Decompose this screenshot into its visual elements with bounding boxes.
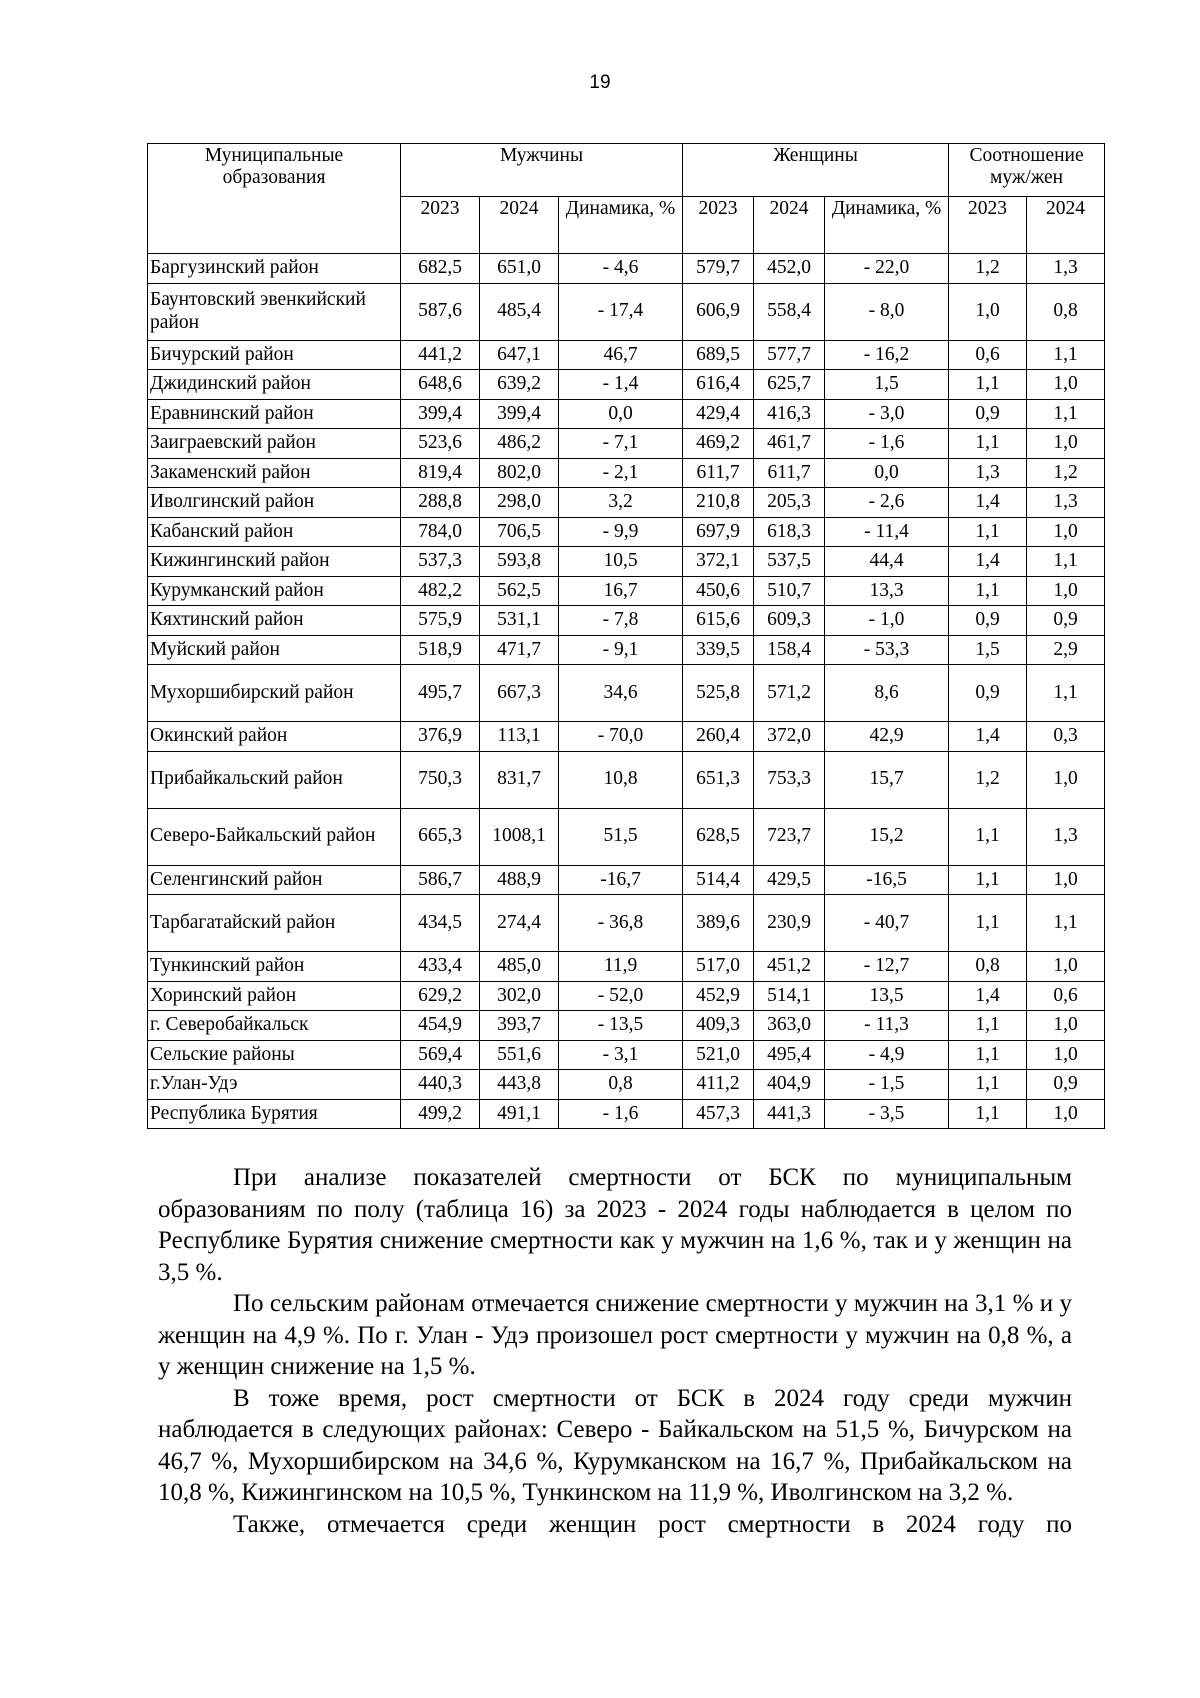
table-cell: 1,1 xyxy=(949,1099,1027,1129)
table-cell: 1,1 xyxy=(949,1011,1027,1041)
table-cell: 440,3 xyxy=(401,1070,480,1100)
table-cell: - 11,3 xyxy=(825,1011,949,1041)
table-cell: 469,2 xyxy=(683,429,754,459)
municipality-name: Республика Бурятия xyxy=(148,1099,401,1129)
table-cell: 441,2 xyxy=(401,340,480,370)
table-cell: 411,2 xyxy=(683,1070,754,1100)
municipality-name: г.Улан-Удэ xyxy=(148,1070,401,1100)
table-cell: 1,1 xyxy=(949,865,1027,895)
table-cell: 1,4 xyxy=(949,981,1027,1011)
table-cell: 434,5 xyxy=(401,895,480,952)
table-cell: 1,0 xyxy=(1027,1099,1105,1129)
header-women-2023: 2023 xyxy=(683,197,754,254)
table-cell: 1,1 xyxy=(949,576,1027,606)
table-cell: 1,1 xyxy=(949,1040,1027,1070)
table-cell: - 4,9 xyxy=(825,1040,949,1070)
table-cell: - 3,0 xyxy=(825,399,949,429)
table-cell: 625,7 xyxy=(754,370,825,400)
table-cell: 562,5 xyxy=(480,576,559,606)
table-cell: 1,2 xyxy=(949,751,1027,808)
table-cell: 13,5 xyxy=(825,981,949,1011)
table-cell: - 53,3 xyxy=(825,635,949,665)
table-cell: 1,0 xyxy=(1027,576,1105,606)
table-cell: 260,4 xyxy=(683,722,754,752)
table-cell: - 2,1 xyxy=(559,458,683,488)
municipality-name: Джидинский район xyxy=(148,370,401,400)
table-cell: 482,2 xyxy=(401,576,480,606)
table-cell: 521,0 xyxy=(683,1040,754,1070)
table-cell: 593,8 xyxy=(480,547,559,577)
table-cell: 1008,1 xyxy=(480,808,559,865)
table-cell: 1,1 xyxy=(1027,547,1105,577)
table-cell: 558,4 xyxy=(754,283,825,340)
table-row xyxy=(148,283,1105,340)
table-cell: 452,0 xyxy=(754,254,825,284)
table-cell: 51,5 xyxy=(559,808,683,865)
table-row xyxy=(148,370,1105,400)
table-cell: 376,9 xyxy=(401,722,480,752)
table-cell: 682,5 xyxy=(401,254,480,284)
table-cell: 399,4 xyxy=(480,399,559,429)
table-cell: 0,8 xyxy=(559,1070,683,1100)
table-cell: 0,9 xyxy=(1027,606,1105,636)
table-cell: 510,7 xyxy=(754,576,825,606)
table-cell: 416,3 xyxy=(754,399,825,429)
table-cell: 648,6 xyxy=(401,370,480,400)
table-cell: 579,7 xyxy=(683,254,754,284)
table-cell: 302,0 xyxy=(480,981,559,1011)
municipality-name: Тункинский район xyxy=(148,952,401,982)
table-cell: 0,9 xyxy=(949,665,1027,722)
table-cell: - 12,7 xyxy=(825,952,949,982)
table-cell: 409,3 xyxy=(683,1011,754,1041)
table-row xyxy=(148,751,1105,808)
table-cell: 429,4 xyxy=(683,399,754,429)
table-cell: 372,0 xyxy=(754,722,825,752)
table-row xyxy=(148,399,1105,429)
table-cell: 784,0 xyxy=(401,517,480,547)
table-cell: 495,7 xyxy=(401,665,480,722)
header-men-dynamics: Динамика, % xyxy=(559,197,683,254)
table-cell: 569,4 xyxy=(401,1040,480,1070)
table-cell: 517,0 xyxy=(683,952,754,982)
table-cell: 1,0 xyxy=(949,283,1027,340)
municipality-name: Бичурский район xyxy=(148,340,401,370)
table-cell: - 70,0 xyxy=(559,722,683,752)
table-cell: 525,8 xyxy=(683,665,754,722)
municipality-name: Окинский район xyxy=(148,722,401,752)
table-cell: 689,5 xyxy=(683,340,754,370)
municipality-name: Хоринский район xyxy=(148,981,401,1011)
table-cell: 0,6 xyxy=(949,340,1027,370)
table-cell: - 1,6 xyxy=(559,1099,683,1129)
table-row xyxy=(148,1040,1105,1070)
table-cell: 537,3 xyxy=(401,547,480,577)
table-cell: - 9,1 xyxy=(559,635,683,665)
table-cell: - 11,4 xyxy=(825,517,949,547)
table-cell: 514,4 xyxy=(683,865,754,895)
municipality-name: Баунтовский эвенкийский район xyxy=(148,283,401,340)
table-cell: 819,4 xyxy=(401,458,480,488)
table-cell: 452,9 xyxy=(683,981,754,1011)
municipality-name: Баргузинский район xyxy=(148,254,401,284)
table-cell: 586,7 xyxy=(401,865,480,895)
municipality-name: Муйский район xyxy=(148,635,401,665)
table-cell: 1,3 xyxy=(1027,488,1105,518)
header-women: Женщины xyxy=(683,144,949,197)
table-row xyxy=(148,981,1105,1011)
table-cell: - 2,6 xyxy=(825,488,949,518)
municipality-name: Тарбагатайский район xyxy=(148,895,401,952)
table-cell: 3,2 xyxy=(559,488,683,518)
table-row xyxy=(148,517,1105,547)
header-ratio: Соотношение муж/жен xyxy=(949,144,1105,197)
municipality-name: Мухоршибирский район xyxy=(148,665,401,722)
table-cell: 10,8 xyxy=(559,751,683,808)
table-cell: 629,2 xyxy=(401,981,480,1011)
table-cell: 44,4 xyxy=(825,547,949,577)
table-cell: - 1,6 xyxy=(825,429,949,459)
table-cell: 611,7 xyxy=(754,458,825,488)
table-cell: 1,4 xyxy=(949,547,1027,577)
header-women-2024: 2024 xyxy=(754,197,825,254)
table-cell: 628,5 xyxy=(683,808,754,865)
table-cell: 1,0 xyxy=(1027,370,1105,400)
table-cell: 1,3 xyxy=(949,458,1027,488)
table-cell: 1,4 xyxy=(949,722,1027,752)
page-number: 19 xyxy=(589,72,611,93)
table-row xyxy=(148,665,1105,722)
table-cell: 1,2 xyxy=(949,254,1027,284)
table-cell: 8,6 xyxy=(825,665,949,722)
table-cell: 587,6 xyxy=(401,283,480,340)
table-cell: 0,8 xyxy=(1027,283,1105,340)
table-cell: 389,6 xyxy=(683,895,754,952)
table-row xyxy=(148,808,1105,865)
header-ratio-2023: 2023 xyxy=(949,197,1027,254)
municipality-name: Закаменский район xyxy=(148,458,401,488)
municipality-name: Кабанский район xyxy=(148,517,401,547)
table-cell: 1,0 xyxy=(1027,517,1105,547)
table-cell: 1,5 xyxy=(825,370,949,400)
table-cell: 1,1 xyxy=(949,1070,1027,1100)
table-cell: 706,5 xyxy=(480,517,559,547)
table-cell: 514,1 xyxy=(754,981,825,1011)
table-cell: 665,3 xyxy=(401,808,480,865)
table-cell: 1,1 xyxy=(949,429,1027,459)
table-cell: 0,6 xyxy=(1027,981,1105,1011)
table-cell: 609,3 xyxy=(754,606,825,636)
municipality-name: Кяхтинский район xyxy=(148,606,401,636)
table-cell: 450,6 xyxy=(683,576,754,606)
table-cell: 639,2 xyxy=(480,370,559,400)
table-cell: 1,5 xyxy=(949,635,1027,665)
table-cell: -16,5 xyxy=(825,865,949,895)
table-cell: 393,7 xyxy=(480,1011,559,1041)
table-cell: - 1,0 xyxy=(825,606,949,636)
table-row xyxy=(148,458,1105,488)
table-cell: 429,5 xyxy=(754,865,825,895)
table-cell: - 36,8 xyxy=(559,895,683,952)
table-cell: 34,6 xyxy=(559,665,683,722)
table-cell: 611,7 xyxy=(683,458,754,488)
municipality-name: Иволгинский район xyxy=(148,488,401,518)
table-cell: - 3,1 xyxy=(559,1040,683,1070)
table-cell: 495,4 xyxy=(754,1040,825,1070)
table-cell: - 52,0 xyxy=(559,981,683,1011)
table-cell: 0,3 xyxy=(1027,722,1105,752)
table-row xyxy=(148,1070,1105,1100)
table-cell: - 7,1 xyxy=(559,429,683,459)
table-cell: 571,2 xyxy=(754,665,825,722)
table-row xyxy=(148,1011,1105,1041)
table-cell: 11,9 xyxy=(559,952,683,982)
table-cell: 499,2 xyxy=(401,1099,480,1129)
table-header xyxy=(148,144,1105,254)
table-cell: 298,0 xyxy=(480,488,559,518)
table-cell: 1,0 xyxy=(1027,1040,1105,1070)
table-cell: 537,5 xyxy=(754,547,825,577)
header-men: Мужчины xyxy=(401,144,683,197)
mortality-by-sex-table xyxy=(147,143,1105,1129)
table-cell: 667,3 xyxy=(480,665,559,722)
table-cell: 372,1 xyxy=(683,547,754,577)
table-cell: 274,4 xyxy=(480,895,559,952)
table-cell: 802,0 xyxy=(480,458,559,488)
table-cell: 454,9 xyxy=(401,1011,480,1041)
table-cell: 1,0 xyxy=(1027,865,1105,895)
header-municipality: Муниципальные образования xyxy=(148,144,401,254)
table-cell: 471,7 xyxy=(480,635,559,665)
municipality-name: Кижингинский район xyxy=(148,547,401,577)
table-cell: 1,1 xyxy=(1027,340,1105,370)
table-cell: 486,2 xyxy=(480,429,559,459)
table-cell: - 22,0 xyxy=(825,254,949,284)
table-cell: 750,3 xyxy=(401,751,480,808)
table-cell: 1,0 xyxy=(1027,952,1105,982)
table-cell: 0,0 xyxy=(825,458,949,488)
table-row xyxy=(148,488,1105,518)
municipality-name: Курумканский район xyxy=(148,576,401,606)
table-cell: - 8,0 xyxy=(825,283,949,340)
table-cell: 13,3 xyxy=(825,576,949,606)
table-cell: 363,0 xyxy=(754,1011,825,1041)
table-cell: 647,1 xyxy=(480,340,559,370)
table-cell: 2,9 xyxy=(1027,635,1105,665)
table-cell: - 1,5 xyxy=(825,1070,949,1100)
table-cell: 0,8 xyxy=(949,952,1027,982)
table-cell: 230,9 xyxy=(754,895,825,952)
table-cell: 15,7 xyxy=(825,751,949,808)
paragraph: По сельским районам отмечается снижение смертности у мужчин на 3,1 % и у женщин на 4,9 %. По г. Улан - Удэ произошел рост смертности у мужчин на 0,8 %, а у женщин снижение на 1,5 %. xyxy=(158,1290,1072,1380)
table-cell: 443,8 xyxy=(480,1070,559,1100)
table-cell: 1,1 xyxy=(1027,895,1105,952)
table-cell: 1,1 xyxy=(949,517,1027,547)
table-cell: 577,7 xyxy=(754,340,825,370)
table-cell: - 13,5 xyxy=(559,1011,683,1041)
table-cell: 651,0 xyxy=(480,254,559,284)
table-row xyxy=(148,722,1105,752)
table-cell: 1,1 xyxy=(1027,665,1105,722)
table-cell: 615,6 xyxy=(683,606,754,636)
table-row xyxy=(148,254,1105,284)
table-cell: 616,4 xyxy=(683,370,754,400)
municipality-name: Сельские районы xyxy=(148,1040,401,1070)
table-cell: 723,7 xyxy=(754,808,825,865)
table-cell: 451,2 xyxy=(754,952,825,982)
table-row xyxy=(148,865,1105,895)
table-cell: 46,7 xyxy=(559,340,683,370)
table-cell: 651,3 xyxy=(683,751,754,808)
table-cell: 697,9 xyxy=(683,517,754,547)
table-cell: 288,8 xyxy=(401,488,480,518)
paragraph: При анализе показателей смертности от БСК по муниципальным образованиям по полу (таблица 16) за 2023 - 2024 годы наблюдается в целом по Республике Бурятия снижение смертности как у мужчин на 1,6 %, так и у женщин на 3,5 %. xyxy=(158,1164,1072,1286)
municipality-name: г. Северобайкальск xyxy=(148,1011,401,1041)
table-cell: 1,1 xyxy=(949,895,1027,952)
table-cell: 1,0 xyxy=(1027,751,1105,808)
table-cell: 1,1 xyxy=(949,808,1027,865)
municipality-name: Еравнинский район xyxy=(148,399,401,429)
table-cell: 404,9 xyxy=(754,1070,825,1100)
table-cell: 1,3 xyxy=(1027,808,1105,865)
header-women-dynamics: Динамика, % xyxy=(825,197,949,254)
table-cell: 399,4 xyxy=(401,399,480,429)
table-cell: 0,9 xyxy=(949,399,1027,429)
table-cell: 457,3 xyxy=(683,1099,754,1129)
table-cell: 831,7 xyxy=(480,751,559,808)
table-cell: 491,1 xyxy=(480,1099,559,1129)
header-men-2024: 2024 xyxy=(480,197,559,254)
table-cell: - 16,2 xyxy=(825,340,949,370)
table-row xyxy=(148,429,1105,459)
table-cell: 518,9 xyxy=(401,635,480,665)
body-text xyxy=(158,1162,1072,1540)
table-cell: 0,9 xyxy=(1027,1070,1105,1100)
table-cell: - 40,7 xyxy=(825,895,949,952)
table-cell: -16,7 xyxy=(559,865,683,895)
municipality-name: Заиграевский район xyxy=(148,429,401,459)
table-cell: 575,9 xyxy=(401,606,480,636)
table-cell: - 1,4 xyxy=(559,370,683,400)
table-row xyxy=(148,635,1105,665)
table-cell: 433,4 xyxy=(401,952,480,982)
table-cell: 0,0 xyxy=(559,399,683,429)
table-cell: 0,9 xyxy=(949,606,1027,636)
table-row xyxy=(148,1099,1105,1129)
table-cell: 618,3 xyxy=(754,517,825,547)
table-cell: - 9,9 xyxy=(559,517,683,547)
municipality-name: Северо-Байкальский район xyxy=(148,808,401,865)
table-cell: 339,5 xyxy=(683,635,754,665)
table-cell: 485,0 xyxy=(480,952,559,982)
table-cell: 523,6 xyxy=(401,429,480,459)
table-row xyxy=(148,340,1105,370)
table-cell: 485,4 xyxy=(480,283,559,340)
table-cell: 531,1 xyxy=(480,606,559,636)
table-cell: 15,2 xyxy=(825,808,949,865)
table-row xyxy=(148,576,1105,606)
table-cell: 1,0 xyxy=(1027,1011,1105,1041)
table-cell: 158,4 xyxy=(754,635,825,665)
table-cell: 42,9 xyxy=(825,722,949,752)
table-row xyxy=(148,895,1105,952)
table-cell: - 3,5 xyxy=(825,1099,949,1129)
table-cell: 1,2 xyxy=(1027,458,1105,488)
header-ratio-2024: 2024 xyxy=(1027,197,1105,254)
header-men-2023: 2023 xyxy=(401,197,480,254)
table-cell: 1,3 xyxy=(1027,254,1105,284)
table-cell: - 17,4 xyxy=(559,283,683,340)
table-cell: 606,9 xyxy=(683,283,754,340)
table-cell: 10,5 xyxy=(559,547,683,577)
table-row xyxy=(148,952,1105,982)
table-cell: 113,1 xyxy=(480,722,559,752)
table-cell: 1,1 xyxy=(949,370,1027,400)
table-cell: 210,8 xyxy=(683,488,754,518)
paragraph: Также, отмечается среди женщин рост смертности в 2024 году по xyxy=(233,1510,1072,1538)
table-cell: - 7,8 xyxy=(559,606,683,636)
table-row xyxy=(148,606,1105,636)
table-cell: 1,4 xyxy=(949,488,1027,518)
table-cell: 753,3 xyxy=(754,751,825,808)
table-cell: 441,3 xyxy=(754,1099,825,1129)
paragraph: В тоже время, рост смертности от БСК в 2024 году среди мужчин наблюдается в следующих районах: Северо - Байкальском на 51,5 %, Бичурском на 46,7 %, Мухоршибирском на 34,6 %, Курумканском на 16,7 %, Прибайкальском на 10,8 %, Кижингинском на 10,5 %, Тункинском на 11,9 %, Иволгинском на 3,2 %. xyxy=(158,1384,1072,1506)
table-cell: 461,7 xyxy=(754,429,825,459)
table-body xyxy=(148,254,1105,1129)
table-cell: 1,1 xyxy=(1027,399,1105,429)
table-cell: 205,3 xyxy=(754,488,825,518)
table-row xyxy=(148,547,1105,577)
municipality-name: Прибайкальский район xyxy=(148,751,401,808)
municipality-name: Селенгинский район xyxy=(148,865,401,895)
table-cell: 551,6 xyxy=(480,1040,559,1070)
table-cell: 1,0 xyxy=(1027,429,1105,459)
table-cell: 488,9 xyxy=(480,865,559,895)
table-cell: 16,7 xyxy=(559,576,683,606)
table-cell: - 4,6 xyxy=(559,254,683,284)
